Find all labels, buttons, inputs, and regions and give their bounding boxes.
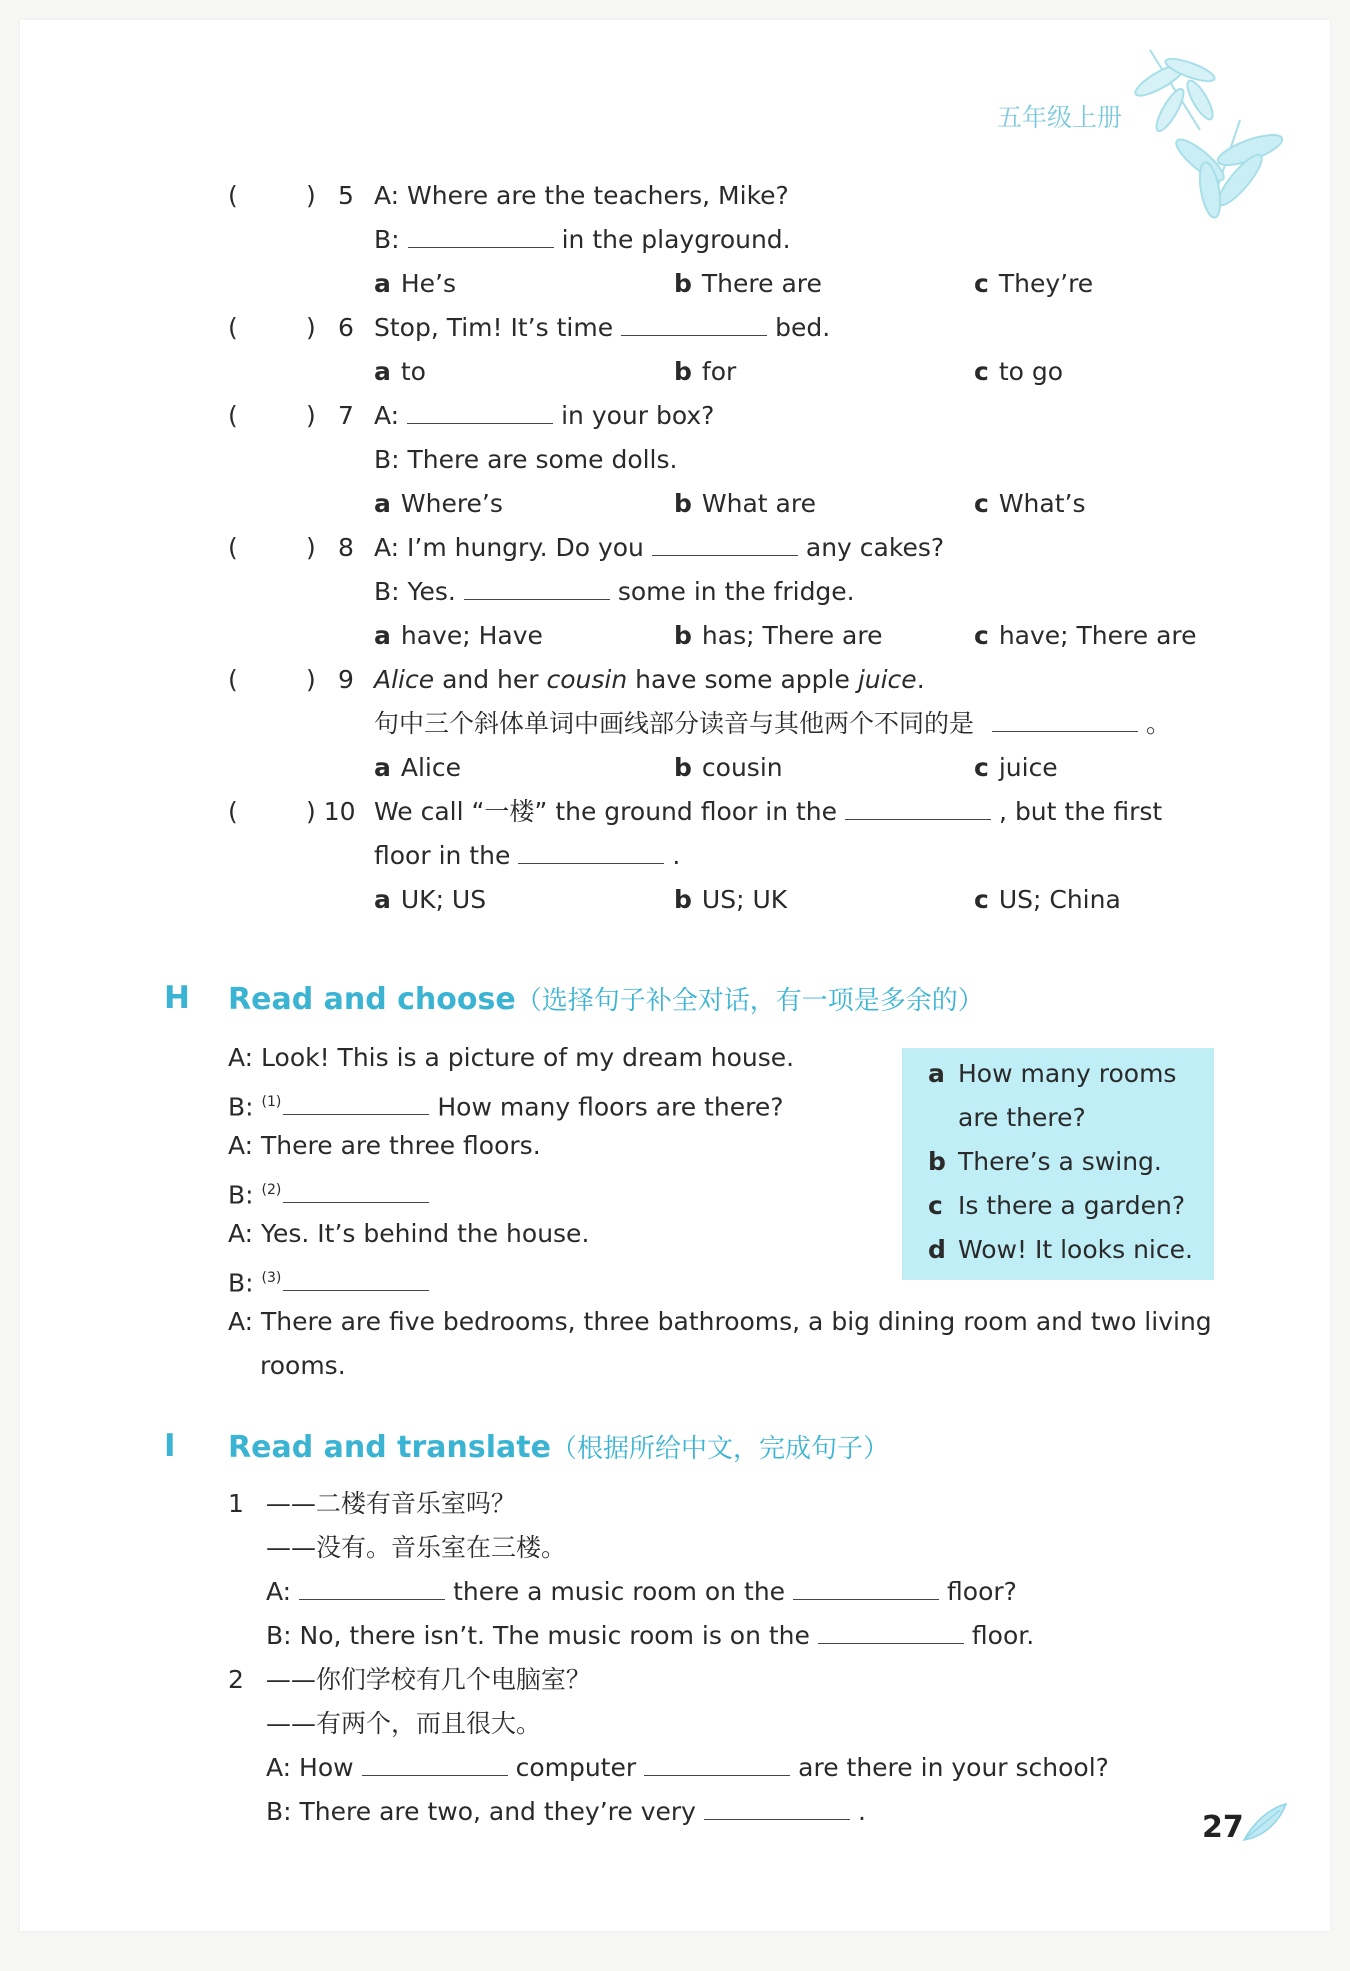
answer-blank[interactable] bbox=[518, 835, 664, 864]
question-9-line-2: 句中三个斜体单词中画线部分读音与其他两个不同的是 。 bbox=[20, 702, 1330, 746]
option-b[interactable]: b for bbox=[674, 357, 737, 386]
section-i-title: Read and translate（根据所给中文，完成句子） bbox=[228, 1430, 889, 1465]
answer-blank[interactable] bbox=[621, 307, 767, 336]
translate-item-2: 2 ——你们学校有几个电脑室？ bbox=[228, 1665, 591, 1694]
choice-c[interactable]: c Is there a garden? bbox=[928, 1191, 1186, 1220]
workbook-page bbox=[20, 20, 1330, 1931]
question-10: ( ) 10 We call “一楼” the ground floor in the , but the first bbox=[20, 790, 1330, 834]
grade-label: 五年级上册 bbox=[997, 103, 1123, 132]
question-8-options bbox=[20, 614, 1330, 658]
answer-blank[interactable] bbox=[407, 395, 553, 424]
dialogue-line: B: $^{(1)}$ How many floors are there? bbox=[228, 1080, 784, 1124]
question-10-options bbox=[20, 878, 1330, 922]
question-8-line-2: B: Yes. some in the fridge. bbox=[20, 570, 1330, 614]
option-c[interactable]: c juice bbox=[974, 753, 1058, 782]
option-b[interactable]: b cousin bbox=[674, 753, 783, 782]
translate-line: ——没有。音乐室在三楼。 bbox=[266, 1533, 567, 1562]
dialogue-line: A: Yes. It’s behind the house. bbox=[228, 1219, 590, 1248]
answer-blank[interactable] bbox=[992, 703, 1138, 732]
answer-blank[interactable] bbox=[283, 1174, 429, 1203]
answer-blank[interactable] bbox=[299, 1571, 445, 1600]
leaf-icon bbox=[1240, 1802, 1290, 1844]
option-a[interactable]: a Alice bbox=[374, 753, 461, 782]
answer-blank[interactable] bbox=[283, 1086, 429, 1115]
option-a[interactable]: a to bbox=[374, 357, 426, 386]
question-6: ( ) 6 Stop, Tim! It’s time bed. bbox=[20, 306, 1330, 350]
question-10-line-2: floor in the . bbox=[20, 834, 1330, 878]
dialogue-line: A: There are three floors. bbox=[228, 1131, 541, 1160]
answer-blank[interactable] bbox=[818, 1615, 964, 1644]
question-9: ( ) 9 Alice and her cousin have some apple juice. bbox=[228, 665, 925, 694]
dialogue-line: A: Look! This is a picture of my dream house. bbox=[228, 1043, 795, 1072]
choice-b[interactable]: b There’s a swing. bbox=[928, 1147, 1162, 1176]
option-c[interactable]: c They’re bbox=[974, 269, 1094, 298]
option-a[interactable]: a have; Have bbox=[374, 621, 543, 650]
question-5-options bbox=[20, 262, 1330, 306]
option-c[interactable]: c What’s bbox=[974, 489, 1086, 518]
dialogue-line: A: There are five bedrooms, three bathrooms, a big dining room and two living bbox=[228, 1307, 1212, 1336]
translate-line: B: No, there isn’t. The music room is on the floor. bbox=[266, 1614, 1034, 1658]
translate-line: A: there a music room on the floor? bbox=[266, 1570, 1017, 1614]
translate-line: A: How computer are there in your school? bbox=[266, 1746, 1109, 1790]
question-6-options bbox=[20, 350, 1330, 394]
translate-line: ——有两个，而且很大。 bbox=[266, 1709, 542, 1738]
answer-blank[interactable] bbox=[845, 791, 991, 820]
choice-box bbox=[902, 1048, 1214, 1280]
question-7-options bbox=[20, 482, 1330, 526]
translate-line: B: There are two, and they’re very . bbox=[266, 1790, 866, 1834]
question-7-line-2: B: There are some dolls. bbox=[374, 445, 678, 474]
translate-item-1: 1 ——二楼有音乐室吗？ bbox=[228, 1489, 516, 1518]
section-h-title: Read and choose（选择句子补全对话，有一项是多余的） bbox=[228, 982, 984, 1017]
option-b[interactable]: b has; There are bbox=[674, 621, 883, 650]
answer-blank[interactable] bbox=[283, 1262, 429, 1291]
question-5-line-2: B: in the playground. bbox=[20, 218, 1330, 262]
option-a[interactable]: a UK; US bbox=[374, 885, 487, 914]
answer-blank[interactable] bbox=[464, 571, 610, 600]
answer-blank[interactable] bbox=[362, 1747, 508, 1776]
option-b[interactable]: b What are bbox=[674, 489, 816, 518]
choice-a-cont: are there? bbox=[958, 1103, 1086, 1132]
answer-blank[interactable] bbox=[652, 527, 798, 556]
choice-a[interactable]: a How many rooms bbox=[928, 1059, 1177, 1088]
section-i-letter: I bbox=[164, 1428, 176, 1464]
page-number: 27 bbox=[1202, 1810, 1244, 1845]
section-h-letter: H bbox=[164, 980, 190, 1016]
option-c[interactable]: c to go bbox=[974, 357, 1064, 386]
answer-blank[interactable] bbox=[793, 1571, 939, 1600]
option-c[interactable]: c have; There are bbox=[974, 621, 1197, 650]
question-9-options bbox=[20, 746, 1330, 790]
choice-d[interactable]: d Wow! It looks nice. bbox=[928, 1235, 1193, 1264]
option-c[interactable]: c US; China bbox=[974, 885, 1121, 914]
option-b[interactable]: b US; UK bbox=[674, 885, 788, 914]
answer-blank[interactable] bbox=[644, 1747, 790, 1776]
option-a[interactable]: a Where’s bbox=[374, 489, 503, 518]
dialogue-line: B: $^{(2)}$ bbox=[228, 1168, 437, 1212]
dialogue-line: rooms. bbox=[260, 1351, 346, 1380]
answer-blank[interactable] bbox=[704, 1791, 850, 1820]
dialogue-line: B: $^{(3)}$ bbox=[228, 1256, 437, 1300]
question-7: ( ) 7 A: in your box? bbox=[20, 394, 1330, 438]
option-b[interactable]: b There are bbox=[674, 269, 822, 298]
option-a[interactable]: a He’s bbox=[374, 269, 457, 298]
question-5: ( ) 5 A: Where are the teachers, Mike? bbox=[228, 181, 789, 210]
answer-blank[interactable] bbox=[408, 219, 554, 248]
question-8: ( ) 8 A: I’m hungry. Do you any cakes? bbox=[20, 526, 1330, 570]
